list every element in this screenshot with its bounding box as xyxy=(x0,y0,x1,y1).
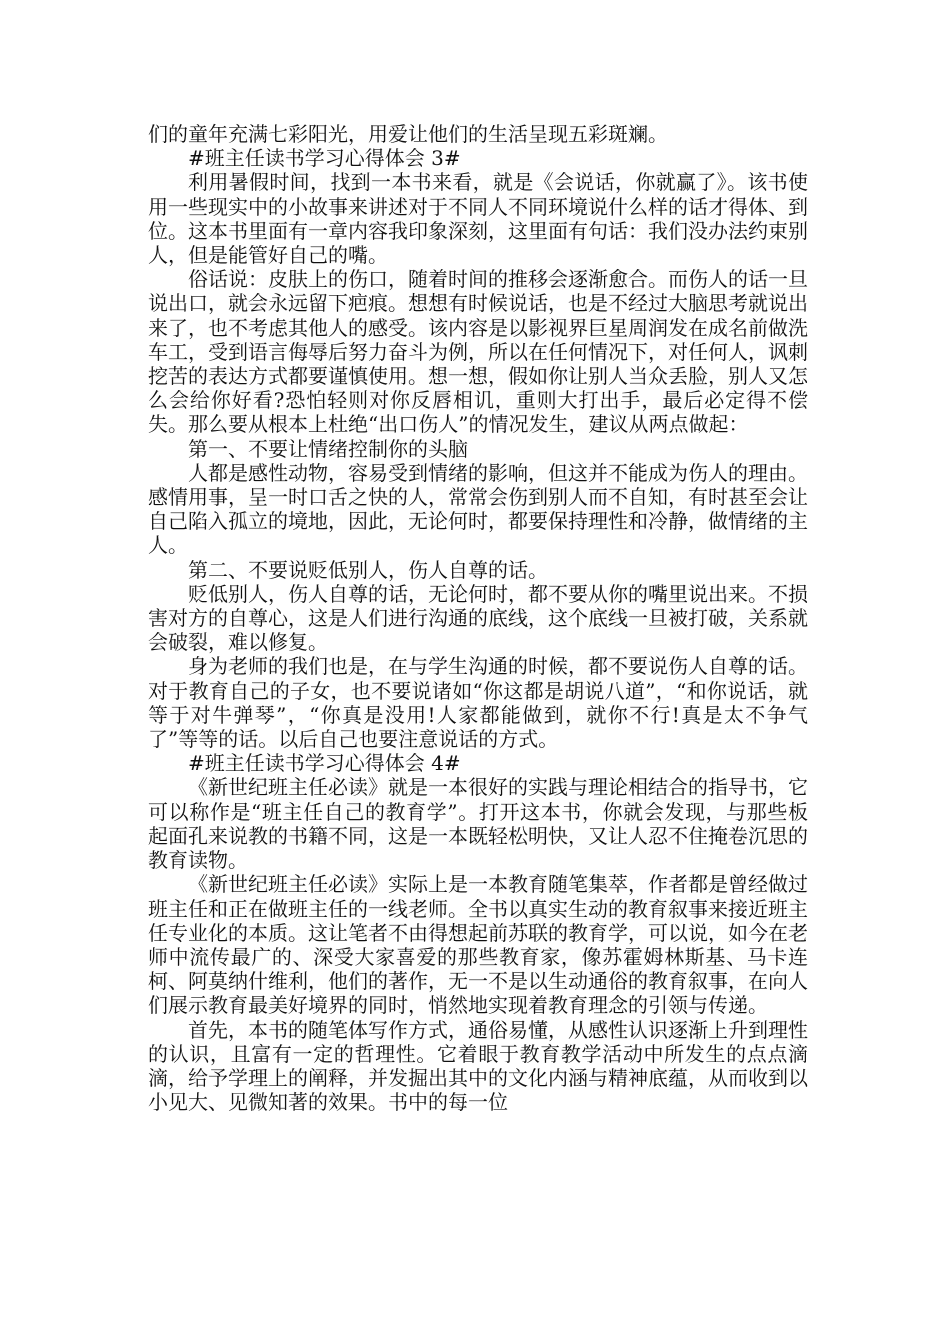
paragraph: 贬低别人，伤人自尊的话，无论何时，都不要从你的嘴里说出来。不损害对方的自尊心，这是人们进行沟通的底线，这个底线一旦被打破，关系就会破裂，难以修复。 xyxy=(148,581,808,655)
paragraph-continuation: 们的童年充满七彩阳光，用爱让他们的生活呈现五彩斑斓。 xyxy=(148,122,668,146)
paragraph: 首先，本书的随笔体写作方式，通俗易懂，从感性认识逐渐上升到理性的认识，且富有一定的哲理性。它着眼于教育教学活动中所发生的点点滴滴，给予学理上的阐释，并发掘出其中的文化内涵与精神底蕴，从而收到以小见大、见微知著的效果。书中的每一位 xyxy=(148,1017,808,1115)
paragraph: 利用暑假时间，找到一本书来看，就是《会说话，你就赢了》。该书使用一些现实中的小故事来讲述对于不同人不同环境说什么样的话才得体、到位。这本书里面有一章内容我印象深刻，这里面有句话：我们没办法约束别人，但是能管好自己的嘴。 xyxy=(148,170,808,268)
paragraph: 第二、不要说贬低别人，伤人自尊的话。 xyxy=(188,557,548,582)
section-heading-4: #班主任读书学习心得体会 4# xyxy=(188,751,461,776)
paragraph: 人都是感性动物，容易受到情绪的影响，但这并不能成为伤人的理由。感情用事，呈一时口舌之快的人，常常会伤到别人而不自知，有时甚至会让自己陷入孤立的境地，因此，无论何时，都要保持理性和冷静，做情绪的主人。 xyxy=(148,460,808,558)
paragraph: 俗话说：皮肤上的伤口，随着时间的推移会逐渐愈合。而伤人的话一旦说出口，就会永远留下疤痕。想想有时候说话，也是不经过大脑思考就说出来了，也不考虑其他人的感受。该内容是以影视界巨星周润发在成名前做洗车工，受到语言侮辱后努力奋斗为例，所以在任何情况下，对任何人，讽刺挖苦的表达方式都要谨慎使用。想一想，假如你让别人当众丢脸，别人又怎么会给你好看?恐怕轻则对你反唇相讥，重则大打出手，最后必定得不偿失。那么要从根本上杜绝“出口伤人”的情况发生，建议从两点做起： xyxy=(148,267,808,437)
document-body xyxy=(148,122,808,1114)
paragraph: 《新世纪班主任必读》实际上是一本教育随笔集萃，作者都是曾经做过班主任和正在做班主任的一线老师。全书以真实生动的教育叙事来接近班主任专业化的本质。这让笔者不由得想起前苏联的教育学，可以说，如今在老师中流传最广的、深受大家喜爱的那些教育家，像苏霍姆林斯基、马卡连柯、阿莫纳什维利，他们的著作，无一不是以生动通俗的教育叙事，在向人们展示教育最美好境界的同时，悄然地实现着教育理念的引领与传递。 xyxy=(148,872,808,1018)
paragraph: 身为老师的我们也是，在与学生沟通的时候，都不要说伤人自尊的话。对于教育自己的子女，也不要说诸如“你这都是胡说八道”，“和你说话，就等于对牛弹琴”，“你真是没用!人家都能做到，就你不行!真是太不争气了”等等的话。以后自己也要注意说话的方式。 xyxy=(148,654,808,752)
paragraph: 第一、不要让情绪控制你的头脑 xyxy=(188,436,468,461)
paragraph: 《新世纪班主任必读》就是一本很好的实践与理论相结合的指导书，它可以称作是“班主任自己的教育学”。打开这本书，你就会发现，与那些板起面孔来说教的书籍不同，这是一本既轻松明快，又让人忍不住掩卷沉思的教育读物。 xyxy=(148,775,808,873)
section-heading-3: #班主任读书学习心得体会 3# xyxy=(188,146,461,171)
